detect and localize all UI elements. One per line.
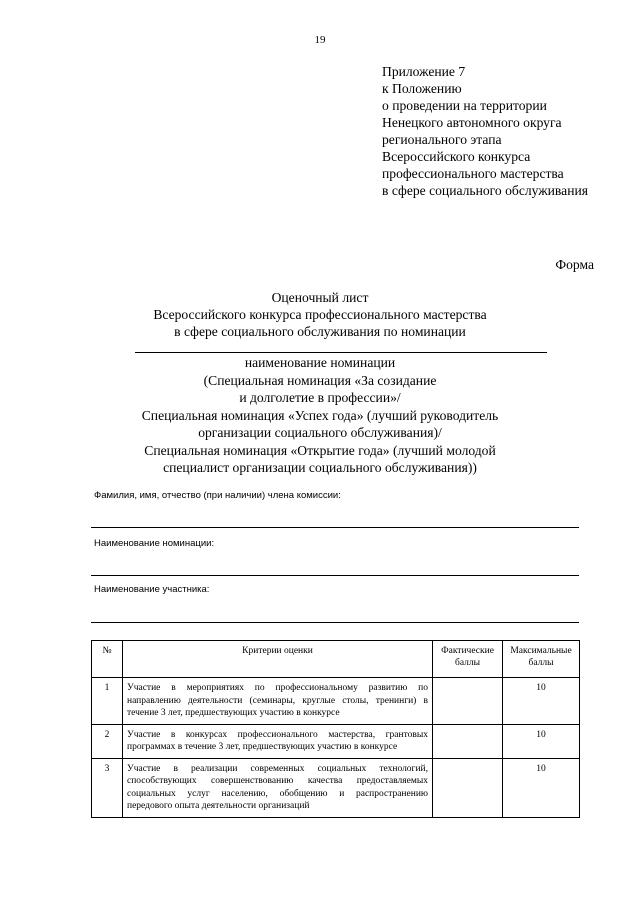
row-max: 10 <box>503 724 580 758</box>
row-max: 10 <box>503 678 580 725</box>
appendix-line: в сфере социального обслуживания <box>382 183 588 198</box>
document-title <box>0 289 640 340</box>
table-row <box>92 758 580 817</box>
nomination-options <box>0 354 640 477</box>
appendix-line: к Положению <box>382 81 462 96</box>
row-criteria: Участие в реализации современных социальных технологий, способствующих совершенствованию качества предоставляемых социальных услуг населению, обобщению и распространению передового опыта деятельности организаций <box>123 758 433 817</box>
nomination-underline <box>135 352 547 353</box>
appendix-line: Приложение 7 <box>382 64 466 79</box>
subtitle-line: Специальная номинация «Открытие года» (лучший молодой <box>144 442 496 458</box>
nomination-label: Наименование номинации: <box>94 538 215 549</box>
subtitle-line: организации социального обслуживания)/ <box>198 425 442 440</box>
title-line: Оценочный лист <box>271 290 369 305</box>
row-actual-input[interactable] <box>433 758 503 817</box>
row-actual-input[interactable] <box>433 678 503 725</box>
title-line: Всероссийского конкурса профессионального мастерства <box>153 307 487 322</box>
row-criteria: Участие в конкурсах профессионального мастерства, грантовых программах в течение 3 лет, предшествующих участию в конкурсе <box>123 724 433 758</box>
nomination-field[interactable] <box>91 575 579 576</box>
row-num: 1 <box>92 678 123 725</box>
table-row <box>92 678 580 725</box>
member-name-label: Фамилия, имя, отчество (при наличии) члена комиссии: <box>94 490 341 501</box>
member-name-field[interactable] <box>91 527 579 528</box>
subtitle-line: наименование номинации <box>244 355 396 370</box>
subtitle-line: и долголетие в профессии»/ <box>239 390 401 405</box>
criteria-table <box>91 640 580 818</box>
page-number: 19 <box>314 34 326 46</box>
header-actual: Фактические баллы <box>433 641 503 678</box>
row-num: 3 <box>92 758 123 817</box>
table-header-row <box>92 641 580 678</box>
title-line: в сфере социального обслуживания по номинации <box>174 324 466 339</box>
subtitle-line: Специальная номинация «Успех года» (лучший руководитель <box>141 407 499 423</box>
header-criteria: Критерии оценки <box>123 641 433 678</box>
row-criteria: Участие в мероприятиях по профессиональному развитию по направлению деятельности (семинары, круглые столы, тренинги) в течение 3 лет, предшествующих участию в конкурсе <box>123 678 433 725</box>
participant-field[interactable] <box>91 622 579 623</box>
appendix-header <box>382 63 632 199</box>
header-max: Максимальные баллы <box>503 641 580 678</box>
appendix-line: регионального этапа <box>382 132 502 147</box>
subtitle-line: специалист организации социального обслуживания)) <box>163 460 477 475</box>
appendix-line: Всероссийского конкурса <box>382 149 531 164</box>
row-num: 2 <box>92 724 123 758</box>
appendix-line: профессионального мастерства <box>382 166 564 181</box>
table-row <box>92 724 580 758</box>
appendix-line: Ненецкого автономного округа <box>382 115 562 130</box>
participant-label: Наименование участника: <box>94 584 210 595</box>
header-num: № <box>92 641 123 678</box>
row-max: 10 <box>503 758 580 817</box>
form-label: Форма <box>555 257 594 272</box>
row-actual-input[interactable] <box>433 724 503 758</box>
appendix-line: о проведении на территории <box>382 98 547 113</box>
subtitle-line: (Специальная номинация «За созидание <box>203 372 437 388</box>
